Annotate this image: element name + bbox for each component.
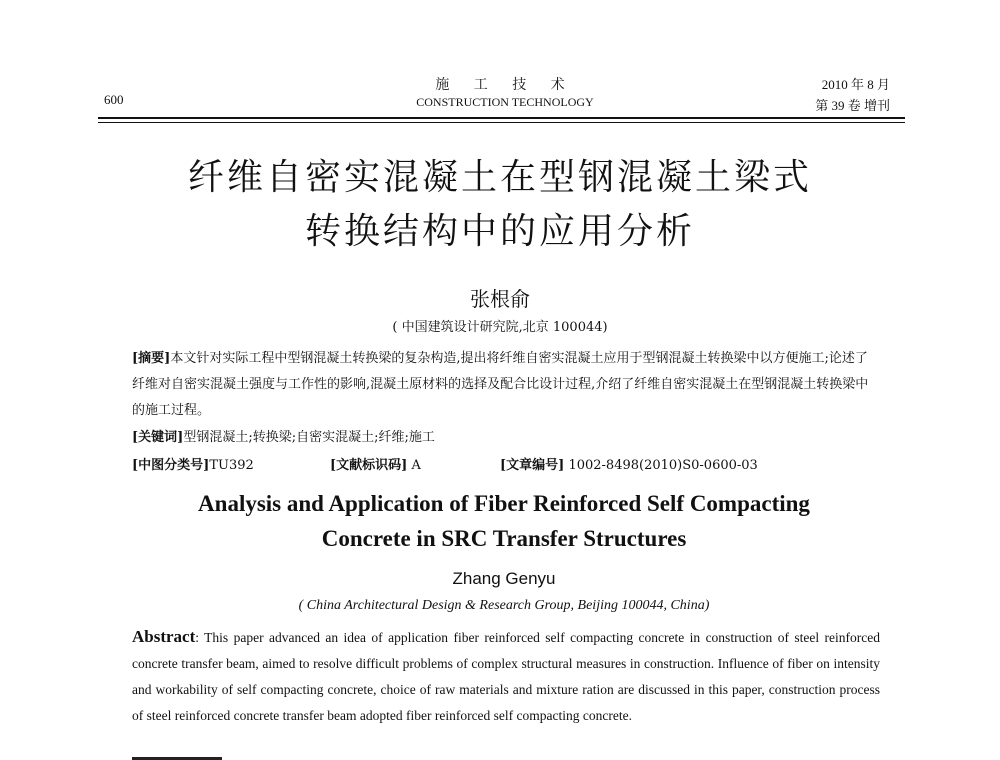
- affiliation-en: ( China Architectural Design & Research Group, Beijing 100044, China): [298, 598, 710, 613]
- title-en-line1: Analysis and Application of Fiber Reinforced Self Compacting: [198, 491, 810, 516]
- clc-value: TU392: [209, 458, 254, 473]
- author-cn: 张根俞: [470, 287, 530, 311]
- doc-value: A: [407, 458, 421, 473]
- abstract-cn: [132, 346, 878, 424]
- author-en: Zhang Genyu: [452, 569, 556, 588]
- clc-label: [中图分类号]: [132, 458, 210, 473]
- title-cn-line1: 纤维自密实混凝土在型钢混凝土梁式: [187, 157, 812, 198]
- abstract-en-text: : This paper advanced an idea of application fiber reinforced self compacting concrete in construction of steel reinforced concrete transfer beam, aimed to resolve difficult problems of complex structural measures in construction. Influence of fiber on intensity and workability of self compacting concrete, choice of raw materials and mixture ration are discussed in this paper, construction process of steel reinforced concrete transfer beam adopted fiber reinforced self compacting concrete.: [132, 630, 880, 723]
- page-number: 600: [104, 92, 124, 107]
- abstract-cn-text: 本文针对实际工程中型钢混凝土转换梁的复杂构造,提出将纤维自密实混凝土应用于型钢混凝土转换梁中以方便施工;论述了纤维对自密实混凝土强度与工作性的影响,混凝土原材料的选择及配合比设计过程,介绍了纤维自密实混凝土在型钢混凝土转换梁中的施工过程。: [132, 351, 869, 418]
- article-label: [文章编号]: [500, 458, 565, 473]
- doc-label: [文献标识码]: [330, 458, 408, 473]
- cropped-text-fragment: [132, 752, 222, 760]
- article-number: [500, 454, 758, 473]
- keywords-cn: [132, 426, 435, 445]
- abstract-en: [132, 624, 880, 729]
- title-cn-line2: 转换结构中的应用分析: [304, 211, 695, 252]
- affiliation-cn: ( 中国建筑设计研究院,北京 100044): [392, 320, 608, 335]
- clc-number: [132, 454, 254, 473]
- abstract-cn-label: [摘要]: [132, 351, 171, 366]
- issue-date: 2010 年 8 月: [821, 77, 890, 92]
- abstract-en-label: Abstract: [132, 627, 196, 646]
- keywords-cn-text: 型钢混凝土;转换梁;自密实混凝土;纤维;施工: [183, 430, 435, 445]
- header-rule-thin: [98, 122, 905, 123]
- journal-name-cn: 施 工 技 术: [435, 77, 575, 93]
- article-value: 1002-8498(2010)S0-0600-03: [564, 458, 758, 473]
- document-code: [330, 454, 421, 473]
- keywords-cn-label: [关键词]: [132, 430, 184, 445]
- issue-volume: 第 39 卷 增刊: [815, 98, 890, 113]
- title-en-line2: Concrete in SRC Transfer Structures: [321, 526, 687, 551]
- header-rule: [98, 117, 905, 119]
- journal-name-en: CONSTRUCTION TECHNOLOGY: [416, 95, 594, 109]
